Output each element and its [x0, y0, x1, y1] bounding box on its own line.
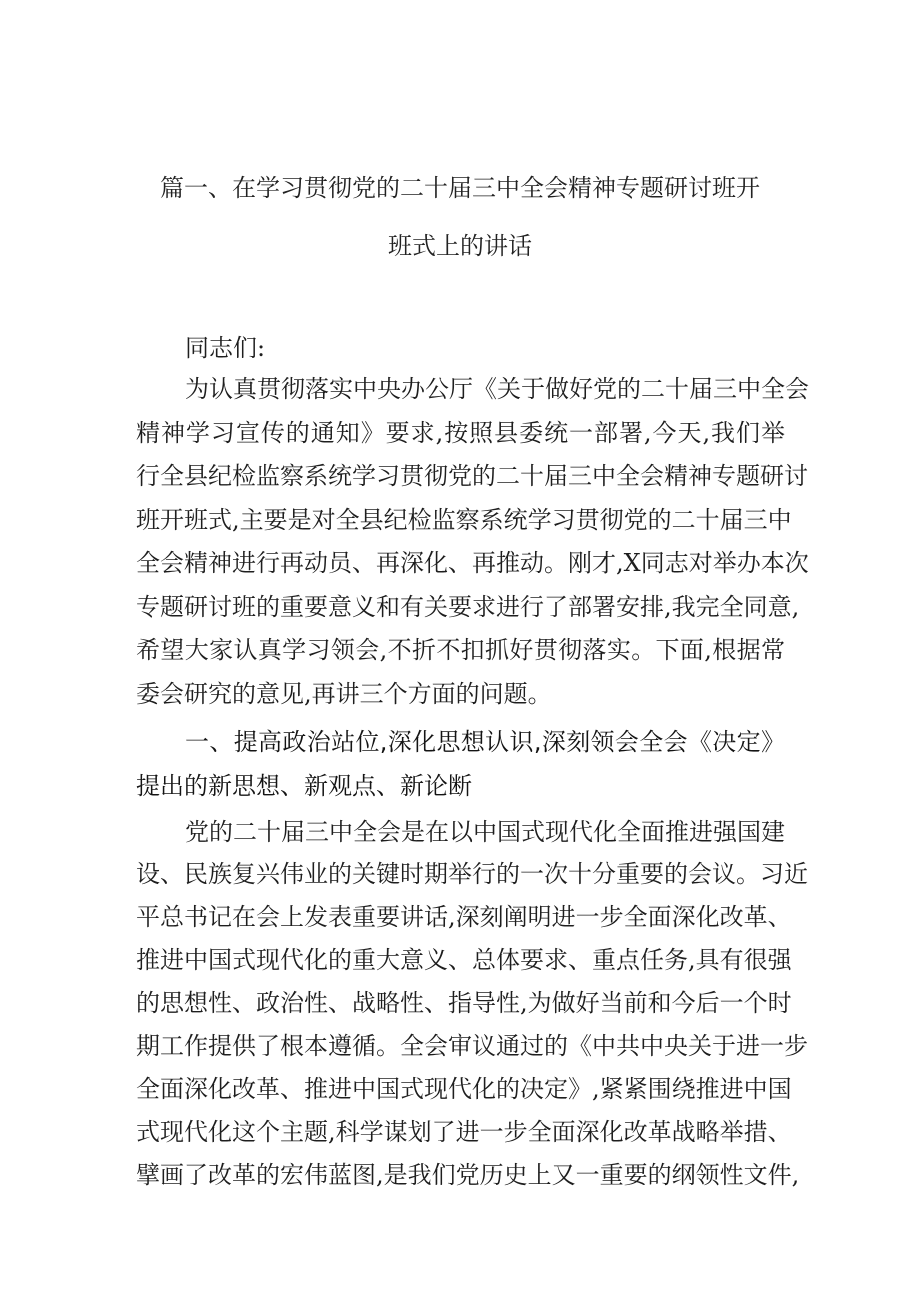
heading-line: 一、提高政治站位,深化思想认识,深刻领会全会《决定》: [185, 728, 785, 756]
paragraph-line: 希望大家认真学习领会,不折不扣抓好贯彻落实。下面,根据常: [136, 636, 785, 664]
paragraph-line: 的思想性、政治性、战略性、指导性,为做好当前和今后一个时: [136, 989, 792, 1017]
paragraph-line: 全面深化改革、推进中国式现代化的决定》,紧紧围绕推进中国: [136, 1075, 792, 1103]
paragraph-line: 期工作提供了根本遵循。全会审议通过的《中共中央关于进一步: [136, 1032, 808, 1060]
paragraph-line: 行全县纪检监察系统学习贯彻党的二十届三中全会精神专题研讨: [136, 462, 808, 490]
paragraph-line: 平总书记在会上发表重要讲话,深刻阐明进一步全面深化改革、: [136, 903, 792, 931]
heading-line: 提出的新思想、新观点、新论断: [136, 772, 472, 800]
salutation: 同志们:: [185, 334, 266, 362]
paragraph-line: 党的二十届三中全会是在以中国式现代化全面推进强国建: [185, 818, 785, 846]
paragraph-line: 专题研讨班的重要意义和有关要求进行了部署安排,我完全同意,: [136, 593, 800, 621]
paragraph-line: 擘画了改革的宏伟蓝图,是我们党历史上又一重要的纲领性文件,: [136, 1161, 800, 1189]
document-title-line-1: 篇一、在学习贯彻党的二十届三中全会精神专题研讨班开: [160, 174, 760, 202]
paragraph-line: 委会研究的意见,再讲三个方面的问题。: [136, 680, 552, 708]
paragraph-line: 式现代化这个主题,科学谋划了进一步全面深化改革战略举措、: [136, 1118, 792, 1146]
paragraph-line: 精神学习宣传的通知》要求,按照县委统一部署,今天,我们举: [136, 419, 785, 447]
paragraph-line: 为认真贯彻落实中央办公厅《关于做好党的二十届三中全会: [185, 375, 809, 403]
paragraph-line: 推进中国式现代化的重大意义、总体要求、重点任务,具有很强: [136, 946, 792, 974]
paragraph-line: 班开班式,主要是对全县纪检监察系统学习贯彻党的二十届三中: [136, 506, 792, 534]
paragraph-line: 设、民族复兴伟业的关键时期举行的一次十分重要的会议。习近: [136, 860, 808, 888]
paragraph-line: 全会精神进行再动员、再深化、再推动。刚才,X同志对举办本次: [136, 549, 809, 577]
document-title-line-2: 班式上的讲话: [388, 232, 532, 260]
